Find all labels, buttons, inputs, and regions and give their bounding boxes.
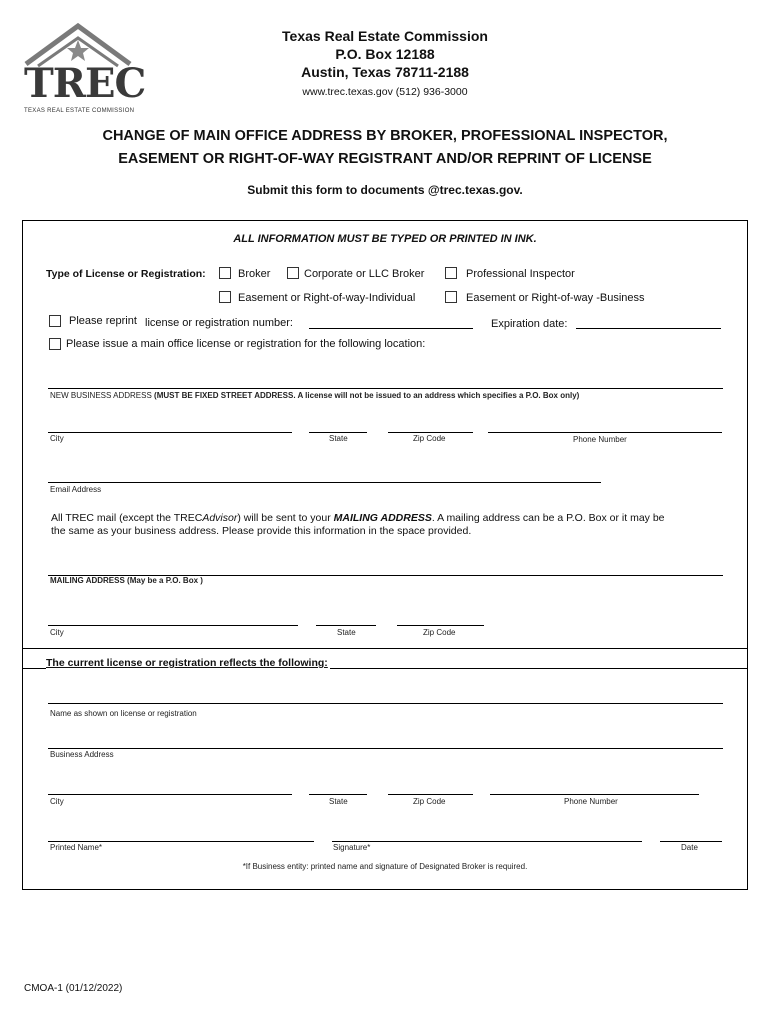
current-name-field[interactable] (48, 703, 723, 704)
easement-business-checkbox[interactable] (445, 291, 457, 303)
new-address-note: (MUST BE FIXED STREET ADDRESS. A license will not be issued to an address which specifies a P.O. Box only) (154, 391, 580, 400)
section-separator-top (22, 648, 748, 649)
mailing-zip-field[interactable] (397, 625, 484, 626)
easement-business-label: Easement or Right-of-way -Business (466, 292, 645, 304)
new-phone-label: Phone Number (573, 435, 627, 444)
new-address-label: NEW BUSINESS ADDRESS (50, 391, 152, 400)
current-business-address-field[interactable] (48, 748, 723, 749)
printed-name-label: Printed Name* (50, 843, 103, 852)
license-type-label: Type of License or Registration: (46, 268, 206, 280)
new-phone-field[interactable] (488, 432, 722, 433)
date-label: Date (681, 843, 698, 852)
easement-individual-label: Easement or Right-of-way-Individual (238, 292, 416, 304)
org-name: Texas Real Estate Commission (282, 28, 488, 44)
current-city-field[interactable] (48, 794, 292, 795)
form-title-line2: EASEMENT OR RIGHT-OF-WAY REGISTRANT AND/OR REPRINT OF LICENSE (118, 151, 652, 167)
issue-license-label: Please issue a main office license or registration for the following location: (66, 338, 426, 350)
email-label: Email Address (50, 485, 102, 494)
current-name-label: Name as shown on license or registration (50, 709, 197, 718)
new-state-field[interactable] (309, 432, 367, 433)
signature-footnote: *If Business entity: printed name and signature of Designated Broker is required. (242, 862, 528, 871)
signature-label: Signature* (333, 843, 371, 852)
new-city-field[interactable] (48, 432, 292, 433)
current-zip-field[interactable] (388, 794, 473, 795)
corporate-llc-broker-checkbox[interactable] (287, 267, 299, 279)
mailing-city-field[interactable] (48, 625, 298, 626)
po-box: P.O. Box 12188 (335, 46, 435, 62)
signature-field[interactable] (332, 841, 642, 842)
printed-name-field[interactable] (48, 841, 314, 842)
license-number-field[interactable] (309, 328, 473, 329)
new-business-address-field[interactable] (48, 388, 723, 389)
current-business-address-label: Business Address (50, 750, 114, 759)
city-state: Austin, Texas 78711-2188 (301, 64, 469, 80)
new-business-address-caption (50, 391, 579, 400)
issue-license-checkbox[interactable] (49, 338, 61, 350)
current-phone-field[interactable] (490, 794, 699, 795)
corporate-llc-broker-label: Corporate or LLC Broker (304, 268, 425, 280)
current-zip-label: Zip Code (413, 797, 446, 806)
logo-subtext: TEXAS REAL ESTATE COMMISSION (24, 108, 135, 114)
form-title-line1: CHANGE OF MAIN OFFICE ADDRESS BY BROKER, PROFESSIONAL INSPECTOR, (102, 128, 668, 144)
new-zip-label: Zip Code (413, 434, 446, 443)
contact-info: www.trec.texas.gov (512) 936-3000 (302, 86, 468, 98)
professional-inspector-label: Professional Inspector (466, 268, 575, 280)
email-field[interactable] (48, 482, 601, 483)
mailing-state-field[interactable] (316, 625, 376, 626)
current-state-label: State (329, 797, 348, 806)
form-id: CMOA-1 (01/12/2022) (24, 983, 123, 994)
current-phone-label: Phone Number (564, 797, 618, 806)
date-field[interactable] (660, 841, 722, 842)
new-zip-field[interactable] (388, 432, 473, 433)
mail-notice-line2: the same as your business address. Please provide this information in the space provided. (51, 525, 472, 537)
reprint-label: Please reprint (69, 315, 137, 327)
mailing-state-label: State (337, 628, 356, 637)
submit-instruction: Submit this form to documents @trec.texas.gov. (247, 183, 523, 197)
reprint-checkbox[interactable] (49, 315, 61, 327)
mailing-address-label: MAILING ADDRESS (May be a P.O. Box ) (50, 576, 203, 585)
expiration-date-label: Expiration date: (491, 318, 568, 330)
broker-label: Broker (238, 268, 271, 280)
professional-inspector-checkbox[interactable] (445, 267, 457, 279)
license-number-label: license or registration number: (145, 317, 293, 329)
trec-logo (22, 22, 146, 118)
current-city-label: City (50, 797, 64, 806)
logo-text: TREC (24, 60, 146, 107)
current-state-field[interactable] (309, 794, 367, 795)
new-city-label: City (50, 434, 64, 443)
ink-notice: ALL INFORMATION MUST BE TYPED OR PRINTED IN INK. (233, 233, 537, 245)
easement-individual-checkbox[interactable] (219, 291, 231, 303)
mailing-zip-label: Zip Code (423, 628, 456, 637)
broker-checkbox[interactable] (219, 267, 231, 279)
mailing-city-label: City (50, 628, 64, 637)
mail-notice-line1: All TREC mail (except the TRECAdvisor) will be sent to your MAILING ADDRESS. A mailing address can be a P.O. Box or it may be (51, 512, 665, 524)
expiration-date-field[interactable] (576, 328, 721, 329)
new-state-label: State (329, 434, 348, 443)
current-license-heading: The current license or registration reflects the following: (46, 657, 328, 669)
